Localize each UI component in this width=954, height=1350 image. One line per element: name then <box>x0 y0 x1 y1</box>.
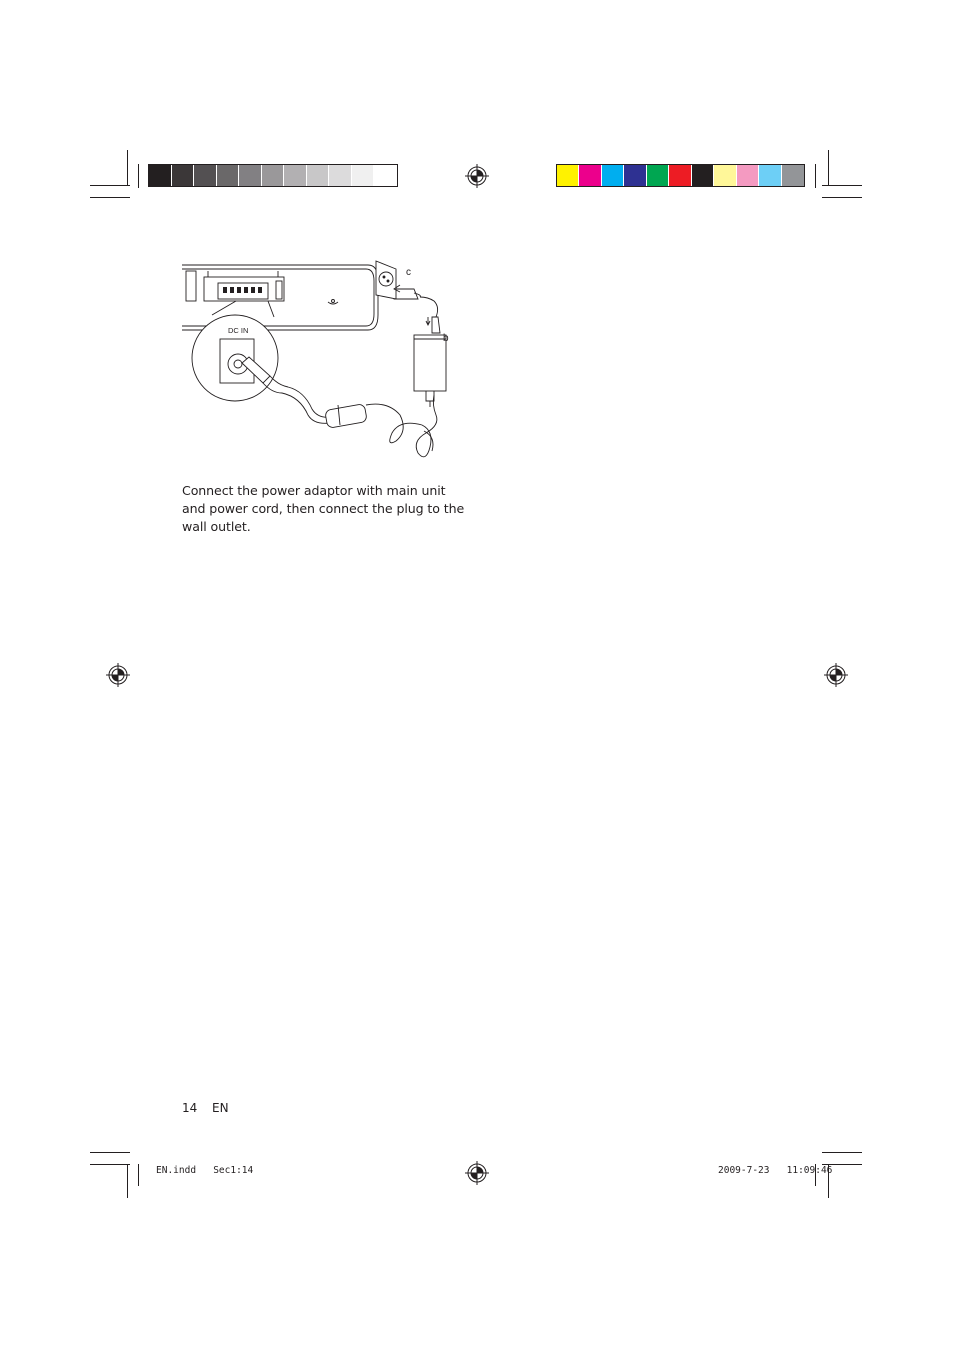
crop-mark <box>127 150 128 186</box>
crop-mark <box>822 197 862 198</box>
crop-mark <box>815 164 816 188</box>
color-swatch <box>217 165 240 186</box>
registration-mark-icon <box>824 663 848 687</box>
main-unit-illustration <box>182 265 378 330</box>
crop-mark <box>90 1152 130 1153</box>
color-swatch <box>579 165 601 186</box>
color-swatch <box>737 165 759 186</box>
crop-mark <box>90 1164 130 1165</box>
color-swatch <box>262 165 285 186</box>
crop-mark <box>822 1152 862 1153</box>
crop-mark <box>138 1164 139 1186</box>
crop-mark <box>90 197 130 198</box>
page-number: 14 <box>182 1101 198 1115</box>
language-code: EN <box>212 1101 229 1115</box>
rear-panel-connectors <box>223 287 262 293</box>
color-swatch <box>692 165 714 186</box>
color-swatch <box>669 165 691 186</box>
crop-mark <box>138 164 139 188</box>
slug-date-time: 2009-7-23 11:09:46 <box>718 1165 833 1176</box>
label-c: c <box>406 267 411 278</box>
power-connection-illustration <box>178 255 463 465</box>
color-swatch <box>557 165 579 186</box>
color-swatch <box>307 165 330 186</box>
registration-mark-icon <box>106 663 130 687</box>
color-swatch <box>624 165 646 186</box>
color-swatch <box>149 165 172 186</box>
color-swatch <box>714 165 736 186</box>
color-swatch <box>647 165 669 186</box>
color-swatch <box>239 165 262 186</box>
crop-mark <box>90 185 130 186</box>
crop-mark <box>828 150 829 186</box>
registration-mark-icon <box>465 164 489 188</box>
grayscale-color-bar <box>148 164 398 187</box>
color-swatch <box>759 165 781 186</box>
color-swatch <box>284 165 307 186</box>
color-swatch <box>782 165 804 186</box>
dc-in-label: DC IN <box>228 326 249 335</box>
power-adaptor-illustration <box>414 335 446 407</box>
color-swatch <box>374 165 397 186</box>
label-b: b <box>443 333 449 344</box>
color-swatch <box>194 165 217 186</box>
crop-mark <box>127 1164 128 1198</box>
registration-mark-icon <box>465 1161 489 1185</box>
color-swatch <box>352 165 375 186</box>
instruction-caption: Connect the power adaptor with main unit and power cord, then connect the plug to the wall outlet. <box>182 483 465 534</box>
color-swatch <box>172 165 195 186</box>
cmyk-color-bar <box>556 164 805 187</box>
slug-file-info: EN.indd Sec1:14 <box>156 1165 254 1176</box>
color-swatch <box>329 165 352 186</box>
color-swatch <box>602 165 624 186</box>
